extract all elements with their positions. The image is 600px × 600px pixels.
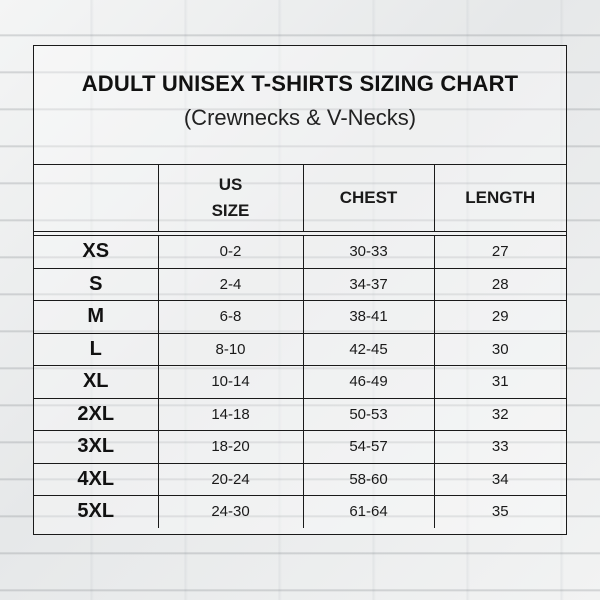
chest-cell: 34-37 [303, 268, 434, 301]
length-cell: 35 [434, 496, 566, 528]
length-cell: 33 [434, 431, 566, 464]
chest-cell: 38-41 [303, 301, 434, 334]
us-size-cell: 14-18 [158, 398, 303, 431]
header-row [34, 165, 566, 232]
table-row [34, 398, 566, 431]
us-size-cell: 2-4 [158, 268, 303, 301]
us-size-cell: 8-10 [158, 333, 303, 366]
size-cell: 2XL [34, 398, 158, 431]
size-table [34, 165, 566, 528]
chest-cell: 30-33 [303, 236, 434, 269]
length-cell: 27 [434, 236, 566, 269]
chest-cell: 42-45 [303, 333, 434, 366]
table-row [34, 301, 566, 334]
length-cell: 29 [434, 301, 566, 334]
size-cell: XL [34, 366, 158, 399]
size-cell: XS [34, 236, 158, 269]
length-cell: 32 [434, 398, 566, 431]
us-size-cell: 6-8 [158, 301, 303, 334]
us-size-cell: 20-24 [158, 463, 303, 496]
title-box [34, 46, 566, 165]
table-row [34, 268, 566, 301]
length-cell: 28 [434, 268, 566, 301]
size-cell: L [34, 333, 158, 366]
table-row [34, 236, 566, 269]
size-cell: 3XL [34, 431, 158, 464]
size-cell: S [34, 268, 158, 301]
chest-cell: 58-60 [303, 463, 434, 496]
header-chest: CHEST [303, 165, 434, 232]
chart-title: ADULT UNISEX T-SHIRTS SIZING CHART [81, 71, 519, 96]
table-row [34, 496, 566, 528]
header-length: LENGTH [434, 165, 566, 232]
us-size-cell: 10-14 [158, 366, 303, 399]
header-us-size: US SIZE [158, 165, 303, 232]
length-cell: 30 [434, 333, 566, 366]
size-cell: M [34, 301, 158, 334]
chest-cell: 50-53 [303, 398, 434, 431]
chest-cell: 54-57 [303, 431, 434, 464]
sizing-chart [33, 45, 567, 535]
us-size-cell: 24-30 [158, 496, 303, 528]
table-row [34, 333, 566, 366]
table-row [34, 431, 566, 464]
size-cell: 4XL [34, 463, 158, 496]
us-size-cell: 0-2 [158, 236, 303, 269]
table-row [34, 463, 566, 496]
header-size [34, 165, 158, 232]
chest-cell: 46-49 [303, 366, 434, 399]
table-row [34, 366, 566, 399]
chest-cell: 61-64 [303, 496, 434, 528]
chart-subtitle: (Crewnecks & V-Necks) [183, 105, 417, 130]
length-cell: 31 [434, 366, 566, 399]
length-cell: 34 [434, 463, 566, 496]
size-cell: 5XL [34, 496, 158, 528]
us-size-cell: 18-20 [158, 431, 303, 464]
